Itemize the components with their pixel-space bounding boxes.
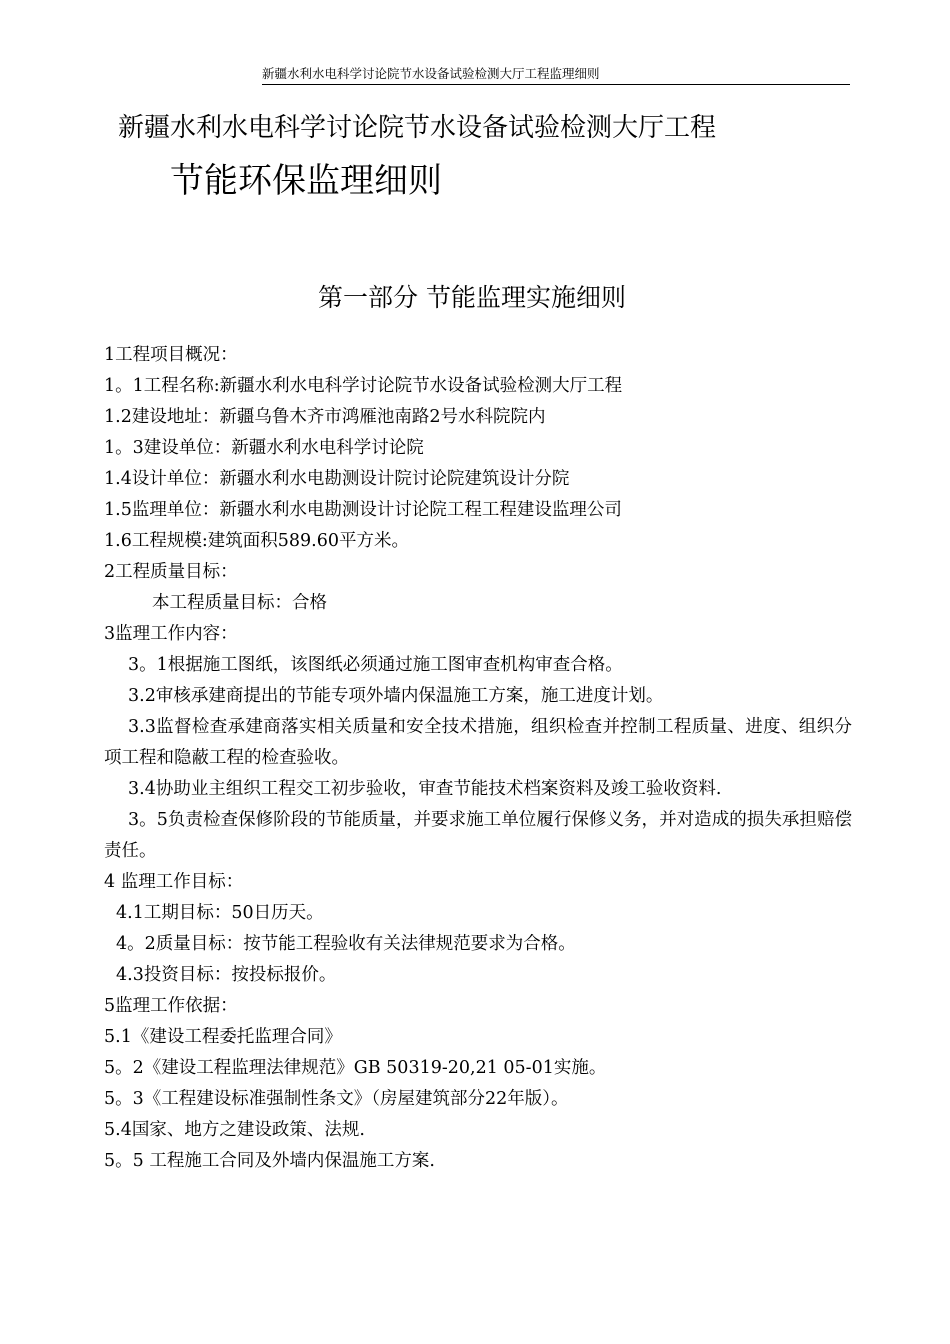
section-title: 第一部分 节能监理实施细则 <box>318 283 626 312</box>
item-basis-5-1: 5.1《建设工程委托监理合同》 <box>104 1027 342 1047</box>
item-quality-target: 本工程质量目标：合格 <box>152 593 327 613</box>
heading-quality-target: 2工程质量目标： <box>104 562 238 582</box>
item-owner: 1。3建设单位：新疆水利水电科学讨论院 <box>104 438 424 458</box>
document-subtitle: 节能环保监理细则 <box>170 161 442 201</box>
heading-supervision-content: 3监理工作内容： <box>104 624 238 644</box>
heading-project-overview: 1工程项目概况： <box>104 345 238 365</box>
item-goal-investment: 4.3投资目标：按投标报价。 <box>116 965 337 985</box>
item-goal-schedule: 4.1工期目标：50日历天。 <box>116 903 324 923</box>
item-designer: 1.4设计单位：新疆水利水电勘测设计院讨论院建筑设计分院 <box>104 469 570 489</box>
item-basis-5-5: 5。5 工程施工合同及外墙内保温施工方案. <box>104 1151 435 1171</box>
item-content-3-5: 3。5负责检查保修阶段的节能质量，并要求施工单位履行保修义务，并对造成的损失承担赔偿责任。 <box>104 810 852 861</box>
item-basis-5-3: 5。3《工程建设标准强制性条文》（房屋建筑部分22年版）。 <box>104 1089 569 1109</box>
item-project-scale: 1.6工程规模:建筑面积589.60平方米。 <box>104 531 409 551</box>
item-goal-quality: 4。2质量目标：按节能工程验收有关法律规范要求为合格。 <box>116 934 576 954</box>
item-project-name: 1。1工程名称:新疆水利水电科学讨论院节水设备试验检测大厅工程 <box>104 376 623 396</box>
item-basis-5-4: 5.4国家、地方之建设政策、法规. <box>104 1120 365 1140</box>
item-basis-5-2: 5。2《建设工程监理法律规范》GB 50319-20,21 05-01实施。 <box>104 1058 607 1078</box>
item-content-3-1: 3。1根据施工图纸，该图纸必须通过施工图审查机构审查合格。 <box>128 655 623 675</box>
item-content-3-2: 3.2审核承建商提出的节能专项外墙内保温施工方案，施工进度计划。 <box>128 686 664 706</box>
item-content-3-4: 3.4协助业主组织工程交工初步验收，审查节能技术档案资料及竣工验收资料. <box>128 779 722 799</box>
document-body <box>104 340 852 1177</box>
running-header: 新疆水利水电科学讨论院节水设备试验检测大厅工程监理细则 <box>262 66 850 85</box>
heading-supervision-goals: 4 监理工作目标： <box>104 872 244 892</box>
item-supervisor: 1.5监理单位：新疆水利水电勘测设计讨论院工程工程建设监理公司 <box>104 500 622 520</box>
item-content-3-3: 3.3监督检查承建商落实相关质量和安全技术措施，组织检查并控制工程质量、进度、组织分项工程和隐蔽工程的检查验收。 <box>104 717 852 768</box>
document-title: 新疆水利水电科学讨论院节水设备试验检测大厅工程 <box>118 113 717 143</box>
heading-supervision-basis: 5监理工作依据： <box>104 996 238 1016</box>
item-site-address: 1.2建设地址：新疆乌鲁木齐市鸿雁池南路2号水科院院内 <box>104 407 546 427</box>
